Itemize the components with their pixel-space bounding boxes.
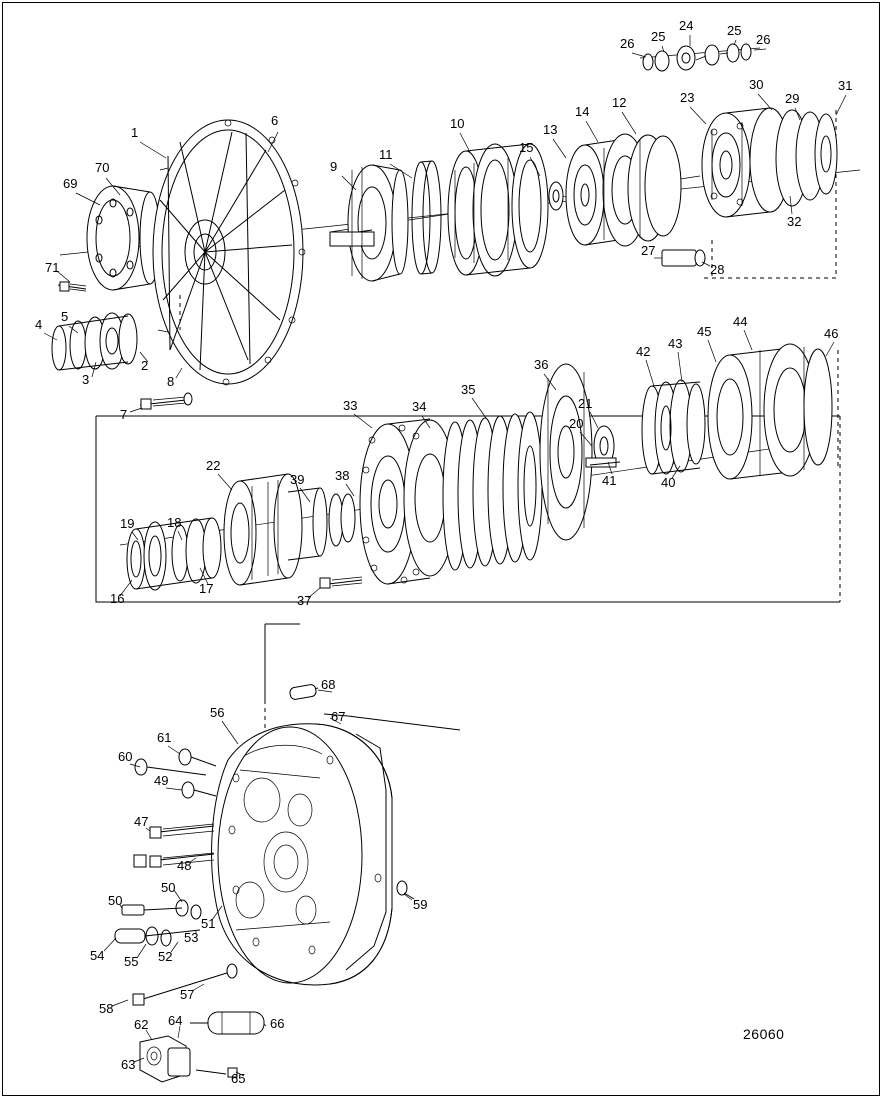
callout-62: 62 <box>134 1017 149 1032</box>
part-bell-housing-1 <box>153 120 305 385</box>
callout-30: 30 <box>749 77 764 92</box>
callout-58: 58 <box>99 1001 114 1016</box>
callout-70: 70 <box>95 160 110 175</box>
part-ring-gear-10 <box>448 144 548 276</box>
part-clutch-pack-13 <box>566 134 681 246</box>
callout-7: 7 <box>120 407 128 422</box>
callout-52: 52 <box>158 949 173 964</box>
part-bearings-42-43 <box>642 380 705 474</box>
callout-35: 35 <box>461 382 476 397</box>
callout-60: 60 <box>118 749 133 764</box>
callout-28: 28 <box>710 262 725 277</box>
drawing-number: 26060 <box>743 1026 785 1042</box>
callout-57: 57 <box>180 987 195 1002</box>
callout-61: 61 <box>157 730 172 745</box>
callout-66: 66 <box>270 1016 285 1031</box>
callout-55: 55 <box>124 954 139 969</box>
part-bolt-37 <box>320 577 362 588</box>
callout-50: 50 <box>108 893 123 908</box>
callout-16: 16 <box>110 591 125 606</box>
part-rear-housing-23 <box>702 108 837 217</box>
callout-59: 59 <box>413 897 428 912</box>
part-washer-15 <box>549 182 563 210</box>
callout-64: 64 <box>168 1013 183 1028</box>
callout-1: 1 <box>131 125 139 140</box>
callout-71: 71 <box>45 260 60 275</box>
callout-47: 47 <box>134 814 149 829</box>
part-bolt-7 <box>140 393 192 409</box>
callout-8: 8 <box>167 374 175 389</box>
callout-34: 34 <box>412 399 427 414</box>
callout-22: 22 <box>206 458 221 473</box>
callout-68: 68 <box>321 677 336 692</box>
callout-69: 69 <box>63 176 78 191</box>
callout-63: 63 <box>121 1057 136 1072</box>
callout-3: 3 <box>82 372 90 387</box>
callout-25b: 25 <box>727 23 742 38</box>
callout-2: 2 <box>141 358 149 373</box>
callout-9: 9 <box>330 159 338 174</box>
callout-18: 18 <box>167 515 182 530</box>
callout-54: 54 <box>90 948 105 963</box>
callout-53: 53 <box>184 930 199 945</box>
callout-6: 6 <box>271 113 279 128</box>
callout-32: 32 <box>787 214 802 229</box>
callout-27: 27 <box>641 243 656 258</box>
part-ring-36 <box>540 364 616 540</box>
callout-5: 5 <box>61 309 69 324</box>
callout-26: 26 <box>620 36 635 51</box>
callout-15: 15 <box>519 140 534 155</box>
callout-21: 21 <box>578 396 593 411</box>
callout-13: 13 <box>543 122 558 137</box>
callout-33: 33 <box>343 398 358 413</box>
callout-11: 11 <box>379 147 393 162</box>
callout-39: 39 <box>290 472 305 487</box>
callout-31: 31 <box>838 78 853 93</box>
callout-50b: 50 <box>161 880 176 895</box>
callout-36: 36 <box>534 357 549 372</box>
part-transmission-case-56 <box>212 724 392 985</box>
callout-45: 45 <box>697 324 712 339</box>
callout-29: 29 <box>785 91 800 106</box>
callout-49: 49 <box>154 773 169 788</box>
callout-42: 42 <box>636 344 651 359</box>
part-hardware-24-26 <box>640 44 760 71</box>
part-pin-27-28 <box>662 250 705 266</box>
part-carrier-33 <box>360 419 456 584</box>
part-input-gear-9 <box>330 165 408 281</box>
callout-14: 14 <box>575 104 590 119</box>
callout-20: 20 <box>569 416 584 431</box>
callout-38: 38 <box>335 468 350 483</box>
part-rear-drum-44 <box>708 344 838 479</box>
part-gear-shaft-22 <box>224 474 355 585</box>
callout-4: 4 <box>35 317 43 332</box>
callout-51: 51 <box>201 916 216 931</box>
callout-46: 46 <box>824 326 839 341</box>
callout-23: 23 <box>680 90 695 105</box>
callout-25: 25 <box>651 29 666 44</box>
callout-48: 48 <box>177 858 192 873</box>
callout-10: 10 <box>450 116 465 131</box>
callout-26b: 26 <box>756 32 771 47</box>
callout-37: 37 <box>297 593 312 608</box>
callout-19: 19 <box>120 516 135 531</box>
callout-40: 40 <box>661 475 676 490</box>
callout-56: 56 <box>210 705 225 720</box>
callout-17: 17 <box>199 581 214 596</box>
callout-44: 44 <box>733 314 748 329</box>
callout-24: 24 <box>679 18 694 33</box>
callout-67: 67 <box>331 709 346 724</box>
callout-12: 12 <box>612 95 627 110</box>
part-bolt-71 <box>58 282 86 291</box>
part-cover-plate-70 <box>87 186 160 290</box>
callout-41: 41 <box>602 473 617 488</box>
callout-65: 65 <box>231 1071 246 1086</box>
part-disc-pack-35 <box>443 412 542 570</box>
callout-43: 43 <box>668 336 683 351</box>
